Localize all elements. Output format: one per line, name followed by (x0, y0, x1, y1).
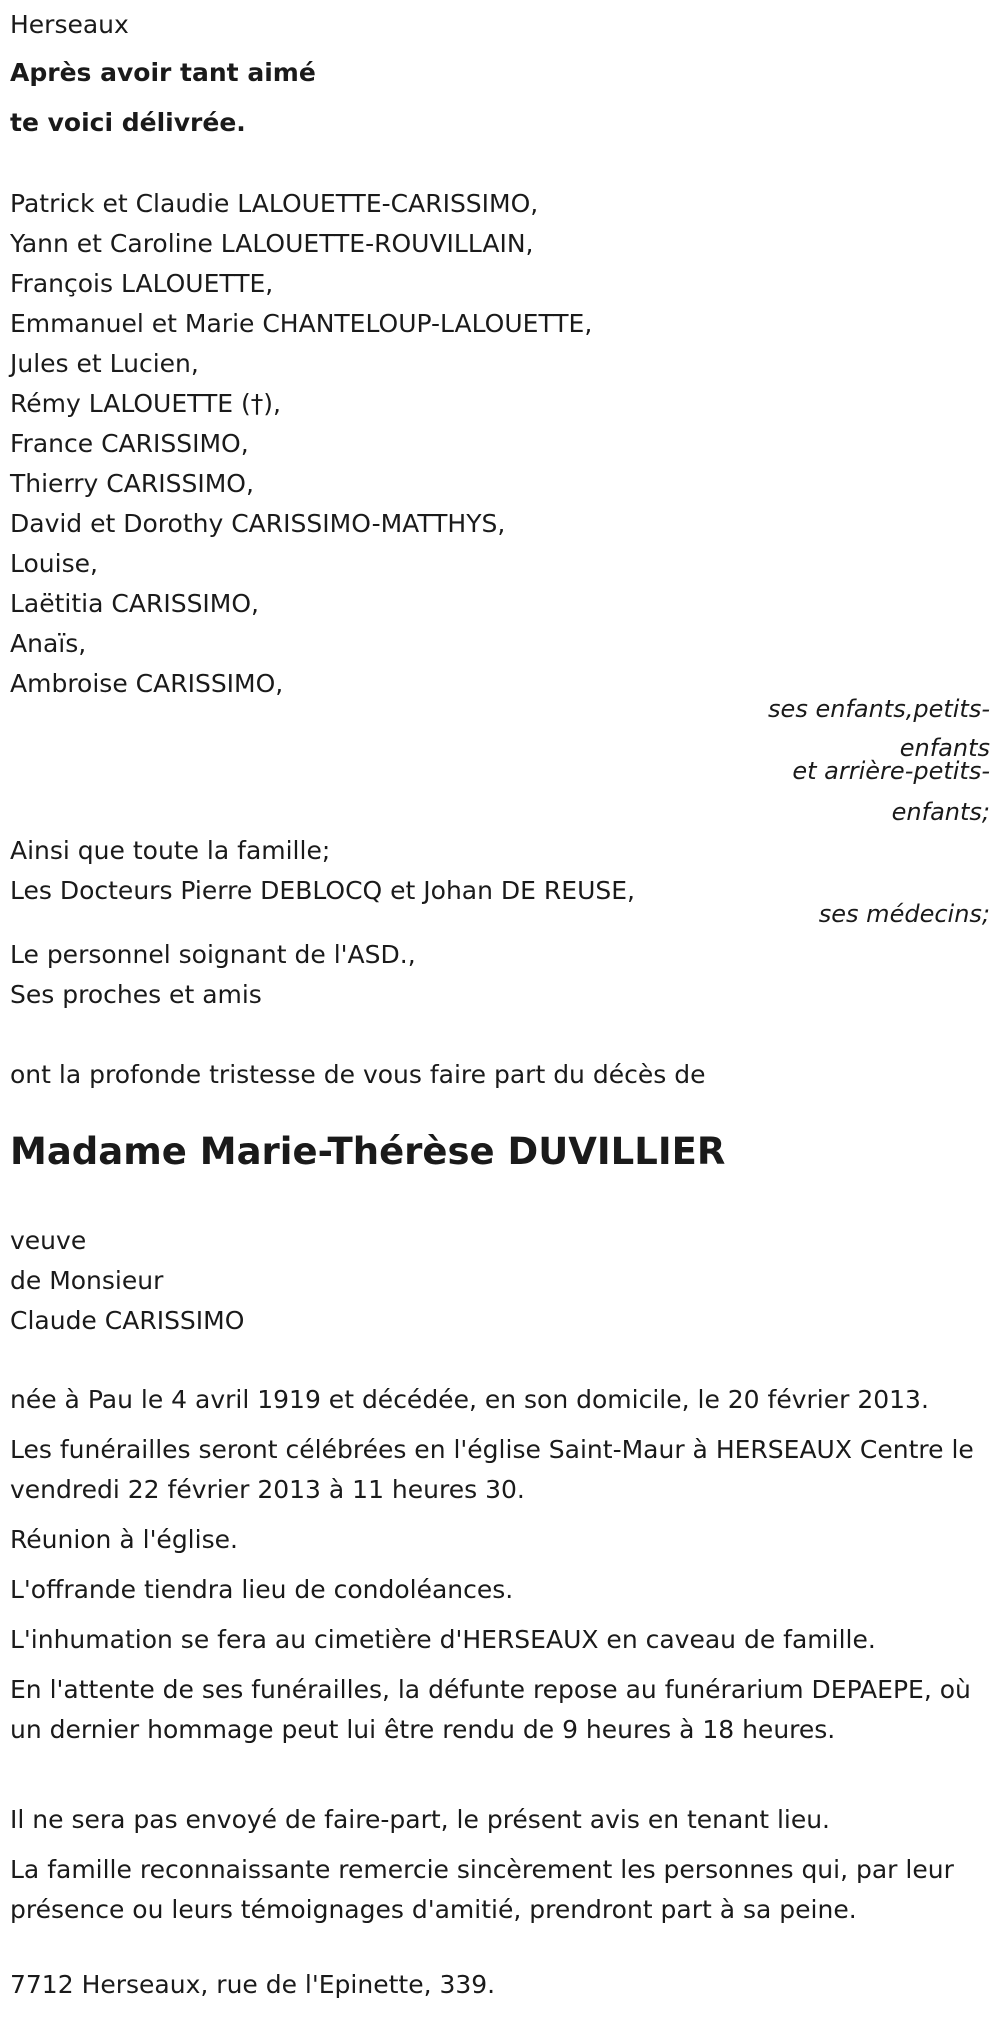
thanks-paragraph: La famille reconnaissante remercie sincèrement les personnes qui, par leur présence ou leurs témoignages d'amitié, prendront part à sa peine. (10, 1855, 954, 1924)
deceased-name: Madame Marie-Thérèse DUVILLIER (10, 1130, 726, 1173)
offering-paragraph: L'offrande tiendra lieu de condoléances. (10, 1575, 514, 1604)
meeting-paragraph: Réunion à l'église. (10, 1525, 238, 1554)
care-staff: Le personnel soignant de l'ASD., (10, 940, 416, 969)
funeral-home-paragraph: En l'attente de ses funérailles, la défunte repose au funérarium DEPAEPE, où un dernier hommage peut lui être rendu de 9 heures à 18 heures. (10, 1675, 971, 1744)
address: 7712 Herseaux, rue de l'Epinette, 339. (10, 1970, 496, 1999)
family-member: Patrick et Claudie LALOUETTE-CARISSIMO, (10, 189, 539, 218)
widow-line-1: veuve (10, 1226, 87, 1255)
family-all: Ainsi que toute la famille; (10, 836, 331, 865)
family-member: Ambroise CARISSIMO, (10, 669, 284, 698)
family-member: Thierry CARISSIMO, (10, 469, 254, 498)
relation-label-children-3: et arrière-petits- (792, 757, 990, 785)
family-member: Laëtitia CARISSIMO, (10, 589, 259, 618)
burial-paragraph: L'inhumation se fera au cimetière d'HERSEAUX en caveau de famille. (10, 1625, 876, 1654)
family-member: Yann et Caroline LALOUETTE-ROUVILLAIN, (10, 229, 534, 258)
relation-label-children-2: enfants (899, 734, 990, 762)
relation-label-doctors: ses médecins; (818, 900, 990, 928)
birth-death-paragraph: née à Pau le 4 avril 1919 et décédée, en son domicile, le 20 février 2013. (10, 1385, 929, 1414)
place-heading: Herseaux (10, 10, 129, 39)
epitaph-line-2: te voici délivrée. (10, 108, 246, 137)
funeral-paragraph: Les funérailles seront célébrées en l'église Saint-Maur à HERSEAUX Centre le vendredi 22 février 2013 à 11 heures 30. (10, 1435, 974, 1504)
epitaph-line-1: Après avoir tant aimé (10, 58, 316, 87)
family-member: Jules et Lucien, (10, 349, 199, 378)
widow-line-2: de Monsieur (10, 1266, 164, 1295)
relation-label-children-1: ses enfants,petits- (768, 695, 990, 723)
family-member: Anaïs, (10, 629, 87, 658)
family-member: François LALOUETTE, (10, 269, 274, 298)
doctors-line: Les Docteurs Pierre DEBLOCQ et Johan DE REUSE, (10, 876, 635, 905)
family-member: David et Dorothy CARISSIMO-MATTHYS, (10, 509, 506, 538)
family-member: Louise, (10, 549, 98, 578)
family-member: France CARISSIMO, (10, 429, 249, 458)
no-cards-paragraph: Il ne sera pas envoyé de faire-part, le présent avis en tenant lieu. (10, 1805, 831, 1834)
relation-label-children-4: enfants; (891, 798, 990, 826)
friends: Ses proches et amis (10, 980, 262, 1009)
announcement: ont la profonde tristesse de vous faire part du décès de (10, 1060, 706, 1089)
family-member: Rémy LALOUETTE (†), (10, 389, 281, 418)
family-member: Emmanuel et Marie CHANTELOUP-LALOUETTE, (10, 309, 593, 338)
widow-line-3: Claude CARISSIMO (10, 1306, 245, 1335)
